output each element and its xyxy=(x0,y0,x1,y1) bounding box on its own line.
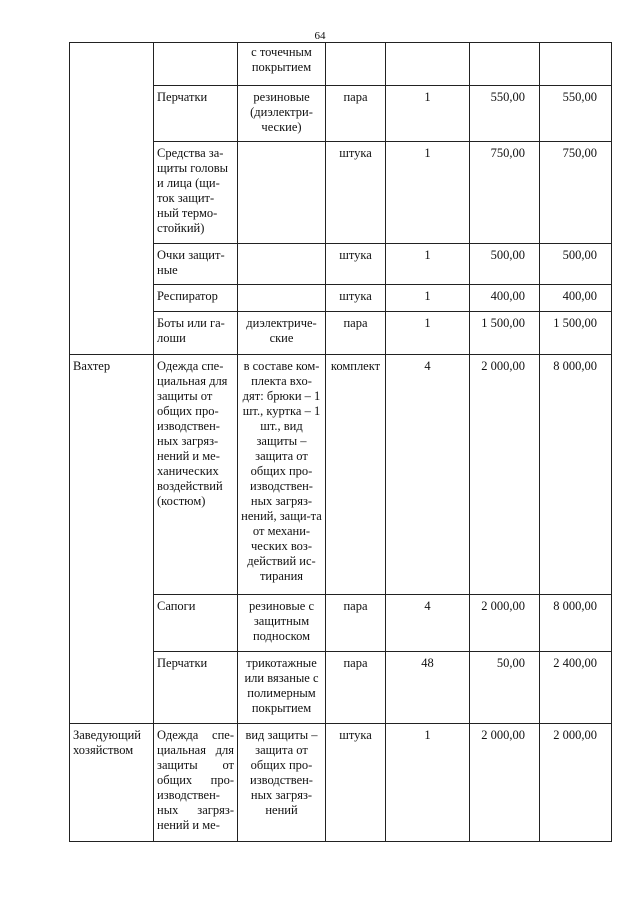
page-number: 64 xyxy=(314,30,326,42)
sum-cell: 400,00 xyxy=(540,285,612,312)
qty-cell: 1 xyxy=(386,285,470,312)
price-cell: 50,00 xyxy=(470,652,540,724)
item-cell: Одежда спе-циальная для защиты от общих про-изводствен-ных загряз-нений и ме-ханических воздействий (костюм) xyxy=(154,355,238,595)
qty-cell: 1 xyxy=(386,142,470,244)
price-cell: 500,00 xyxy=(470,244,540,285)
position-cell xyxy=(70,43,154,355)
qty-cell: 48 xyxy=(386,652,470,724)
price-cell: 750,00 xyxy=(470,142,540,244)
spec-cell: резиновые (диэлектри-ческие) xyxy=(238,86,326,142)
qty-cell: 1 xyxy=(386,312,470,355)
price-cell xyxy=(470,43,540,86)
item-cell: Средства за-щиты головы и лица (щи-ток защит-ный термо-стойкий) xyxy=(154,142,238,244)
item-cell: Перчатки xyxy=(154,86,238,142)
qty-cell: 1 xyxy=(386,86,470,142)
spec-cell: вид защиты – защита от общих про-изводствен-ных загряз-нений xyxy=(238,724,326,842)
unit-cell: штука xyxy=(326,142,386,244)
sum-cell: 550,00 xyxy=(540,86,612,142)
item-cell: Перчатки xyxy=(154,652,238,724)
item-cell: Очки защит-ные xyxy=(154,244,238,285)
price-cell: 1 500,00 xyxy=(470,312,540,355)
item-cell: Сапоги xyxy=(154,595,238,652)
unit-cell: штука xyxy=(326,244,386,285)
price-cell: 2 000,00 xyxy=(470,355,540,595)
qty-cell: 4 xyxy=(386,355,470,595)
price-cell: 550,00 xyxy=(470,86,540,142)
unit-cell: пара xyxy=(326,312,386,355)
unit-cell: штука xyxy=(326,285,386,312)
qty-cell: 1 xyxy=(386,724,470,842)
ppe-table xyxy=(69,42,612,842)
unit-cell: пара xyxy=(326,86,386,142)
spec-cell: диэлектриче-ские xyxy=(238,312,326,355)
table-row xyxy=(70,724,612,842)
position-cell: Вахтер xyxy=(70,355,154,724)
table-row xyxy=(70,43,612,86)
price-cell: 400,00 xyxy=(470,285,540,312)
spec-cell xyxy=(238,244,326,285)
qty-cell: 1 xyxy=(386,244,470,285)
sum-cell: 500,00 xyxy=(540,244,612,285)
unit-cell: комплект xyxy=(326,355,386,595)
unit-cell: штука xyxy=(326,724,386,842)
item-cell xyxy=(154,43,238,86)
qty-cell xyxy=(386,43,470,86)
sum-cell: 750,00 xyxy=(540,142,612,244)
price-cell: 2 000,00 xyxy=(470,724,540,842)
spec-cell: с точечным покрытием xyxy=(238,43,326,86)
qty-cell: 4 xyxy=(386,595,470,652)
unit-cell: пара xyxy=(326,595,386,652)
spec-cell xyxy=(238,285,326,312)
price-cell: 2 000,00 xyxy=(470,595,540,652)
sum-cell: 2 400,00 xyxy=(540,652,612,724)
item-cell: Одежда спе-циальная для защиты от общих про-изводствен-ных загряз-нений и ме- xyxy=(154,724,238,842)
unit-cell xyxy=(326,43,386,86)
unit-cell: пара xyxy=(326,652,386,724)
sum-cell xyxy=(540,43,612,86)
spec-cell: в составе ком-плекта вхо-дят: брюки – 1 шт., куртка – 1 шт., вид защиты – защита от общих про-изводствен-ных загряз-нений, защи-та от механи-ческих воз-действий ис-тирания xyxy=(238,355,326,595)
item-cell: Респиратор xyxy=(154,285,238,312)
spec-cell: резиновые с защитным подноском xyxy=(238,595,326,652)
sum-cell: 1 500,00 xyxy=(540,312,612,355)
sum-cell: 8 000,00 xyxy=(540,355,612,595)
item-cell: Боты или га-лоши xyxy=(154,312,238,355)
position-cell: Заведующий хозяйством xyxy=(70,724,154,842)
table-row xyxy=(70,355,612,595)
sum-cell: 2 000,00 xyxy=(540,724,612,842)
spec-cell xyxy=(238,142,326,244)
spec-cell: трикотажные или вязаные с полимерным покрытием xyxy=(238,652,326,724)
sum-cell: 8 000,00 xyxy=(540,595,612,652)
